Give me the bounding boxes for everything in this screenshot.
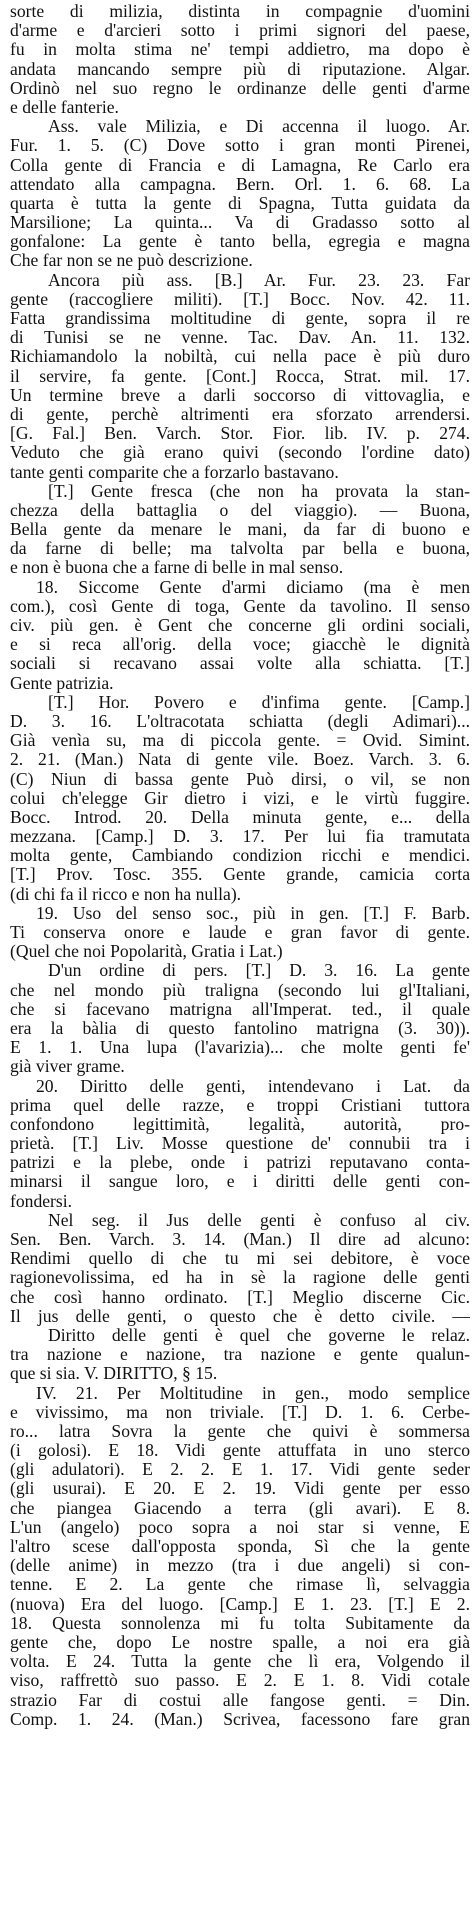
text-line: minarsi il sangue loro, e i diritti delle genti con-: [10, 1172, 470, 1192]
text-line: che così hanno ordinato. [T.] Meglio discerne Cic.: [10, 1287, 470, 1307]
text-line: volta. E 24. Tutta la gente che lì era, Volgendo il: [10, 1652, 470, 1672]
text-line: 18. Siccome Gente d'armi diciamo (ma è men: [36, 577, 470, 597]
text-line: (Quel che noi Popolarità, Gratia i Lat.): [10, 942, 283, 962]
text-line: era la bàlia di questo fantolino matrigna (3. 30)).: [10, 1018, 470, 1038]
text-line: gonfalone: La gente è tanto bella, egregia e magna: [10, 232, 470, 252]
text-line: fu in molta stima ne' tempi addietro, ma dopo è: [10, 40, 470, 60]
text-line: Ass. vale Milizia, e Di accenna il luogo. Ar.: [48, 117, 470, 137]
text-line: Richiamandolo la nobiltà, cui nella pace è più duro: [10, 347, 470, 367]
text-line: L'un (angelo) poco sopra a noi star si venne, E: [10, 1517, 470, 1537]
text-line: e delle fanterie.: [10, 97, 119, 117]
text-line: prima quel delle razze, e troppi Cristiani tuttora: [10, 1095, 470, 1115]
text-line: 18. Questa sonnolenza mi fu tolta Subitamente da: [10, 1613, 470, 1633]
text-line: Rendimi quello di che tu mi sei debitore, è voce: [10, 1249, 470, 1269]
text-line: molta gente, Cambiando condizion ricchi e mendici.: [10, 846, 470, 866]
text-line: Fatta grandissima moltitudine di gente, sopra il re: [10, 309, 470, 328]
text-line: Bocc. Introd. 20. Della minuta gente, e... della: [10, 807, 470, 827]
text-line: 2. 21. (Man.) Nata di gente vile. Boez. Varch. 3. 6.: [10, 750, 470, 770]
text-line: [T.] Hor. Povero e d'infima gente. [Camp.]: [48, 692, 470, 712]
text-line: Ti conserva onore e laude e gran favor di gente.: [10, 923, 470, 942]
text-line: gente (raccogliere militi). [T.] Bocc. Nov. 42. 11.: [10, 289, 470, 309]
text-line: (di chi fa il ricco e non ha nulla).: [10, 884, 242, 904]
text-line: tenne. E 2. La gente che rimase lì, selvaggia: [10, 1575, 470, 1595]
text-line: prietà. [T.] Liv. Mosse questione de' connubii tra i: [10, 1134, 470, 1154]
text-line: sorte di milizia, distinta in compagnie d'uomini: [10, 2, 470, 21]
text-line: e vivissimo, ma non triviale. [T.] D. 1. 6. Cerbe-: [10, 1402, 470, 1422]
text-line: viso, raffrettò suo passo. E 2. E 1. 8. Vidi cotale: [10, 1671, 470, 1691]
text-line: Diritto delle genti è quel che governe le relaz.: [48, 1325, 470, 1345]
text-line: ragionevolissima, ed ha in sè la ragione delle genti: [10, 1268, 470, 1288]
text-line: Veduto che già erano quivi (secondo l'ordine dato): [10, 443, 470, 463]
text-line: Ordinò nel suo regno le ordinanze delle genti d'arme: [10, 78, 470, 98]
text-line: (nuova) Era del luogo. [Camp.] E 1. 23. [T.] E 2.: [10, 1594, 470, 1614]
text-line: strazio Far di costui alle fangose genti. = Din.: [10, 1690, 470, 1710]
text-line: tra nazione e nazione, tra nazione e gente qualun-: [10, 1345, 470, 1365]
text-line: que si sia. V. DIRITTO, § 15.: [10, 1364, 218, 1384]
text-line: ro... latra Sovra la gente che quivi è sommersa: [10, 1421, 470, 1441]
text-line: Colla gente di Francia e di Lamagna, Re Carlo era: [10, 155, 470, 175]
text-line: da farne di belle; ma talvolta par bella e buona,: [10, 539, 470, 559]
text-line: com.), così Gente di toga, Gente da tavolino. Il senso: [10, 596, 470, 616]
text-line: Il jus delle genti, o questo che è detto civile. —: [10, 1306, 470, 1326]
text-line: che piangea Giacendo a terra (gli avari). E 8.: [10, 1498, 470, 1518]
text-line: gente che, dopo Le nostre spalle, a noi era già: [10, 1632, 470, 1652]
text-line: (gli adulatori). E 2. 2. E 1. 17. Vidi gente seder: [10, 1460, 470, 1480]
text-line: d'arme e d'arcieri sotto i primi signori del paese,: [10, 21, 470, 41]
text-line: D. 3. 16. L'oltracotata schiatta (degli Adimari)...: [10, 711, 470, 731]
text-line: Che far non se ne può descrizione.: [10, 251, 253, 271]
text-line: Sen. Ben. Varch. 3. 14. (Man.) Il dire ad alcuno:: [10, 1230, 470, 1249]
text-line: Comp. 1. 24. (Man.) Scrivea, facessono fare gran: [10, 1709, 470, 1729]
text-line: Un termine breve a darli soccorso di vittovaglia, e: [10, 385, 470, 405]
text-line: quarta è tutta la gente di Spagna, Tutta guidata da: [10, 193, 470, 213]
text-line: patrizi e la plebe, onde i patrizi reputavano conta-: [10, 1153, 470, 1173]
text-line: andata mancando sempre più di riputazione. Algar.: [10, 59, 470, 79]
text-line: e non è buona che a farne di belle in mal senso.: [10, 558, 344, 578]
text-line: Gente patrizia.: [10, 673, 114, 693]
text-line: e si reca all'orig. della voce; giacchè le dignità: [10, 635, 470, 655]
text-line: (i golosi). E 18. Vidi gente attuffata in uno sterco: [10, 1441, 470, 1461]
text-line: tante genti comparite che a forzarlo bastavano.: [10, 462, 339, 482]
text-line: IV. 21. Per Moltitudine in gen., modo semplice: [36, 1383, 470, 1403]
text-line: confondono legittimità, legalità, autorità, pro-: [10, 1114, 470, 1134]
text-line: Ancora più ass. [B.] Ar. Fur. 23. 23. Far: [48, 270, 470, 290]
text-line: già viver grame.: [10, 1057, 125, 1077]
text-line: chezza della battaglia o del viaggio). — Buona,: [10, 500, 470, 520]
text-line: che nel mondo più traligna (secondo lui gl'Italiani,: [10, 980, 470, 1000]
text-line: di Tunisi se ne venne. Tac. Dav. An. 11. 132.: [10, 328, 470, 348]
text-line: 19. Uso del senso soc., più in gen. [T.] F. Barb.: [36, 903, 470, 923]
text-line: [T.] Prov. Tosc. 355. Gente grande, camicia corta: [10, 865, 470, 885]
text-line: [T.] Gente fresca (che non ha provata la stan-: [48, 481, 470, 501]
text-line: (delle anime) in mezzo (tra i due angeli) si con-: [10, 1556, 470, 1576]
text-line: di gente, perchè altrimenti era sforzato arrendersi.: [10, 404, 470, 424]
text-line: Marsilione; La quinta... Va di Gradasso sotto al: [10, 213, 470, 233]
text-line: l'altro scese dall'opposta sponda, Sì che la gente: [10, 1537, 470, 1556]
text-line: Bella gente da menare le mani, da far di buono e: [10, 520, 470, 540]
text-line: (C) Niun di bassa gente Può dirsi, o vil, se non: [10, 769, 470, 789]
text-line: Nel seg. il Jus delle genti è confuso al civ.: [48, 1210, 470, 1230]
text-line: (gli usurai). E 20. E 2. 19. Vidi gente per esso: [10, 1479, 470, 1499]
text-line: fondersi.: [10, 1191, 73, 1211]
text-line: mezzana. [Camp.] D. 3. 17. Per lui fia tramutata: [10, 827, 470, 847]
text-line: 20. Diritto delle genti, intendevano i Lat. da: [36, 1076, 470, 1096]
text-line: colui ch'elegge Gir dietro i vizi, e le virtù fuggire.: [10, 788, 470, 808]
text-line: D'un ordine di pers. [T.] D. 3. 16. La gente: [48, 961, 470, 981]
text-line: il servire, fa gente. [Cont.] Rocca, Strat. mil. 17.: [10, 366, 470, 386]
text-line: che si facevano matrigna all'Imperat. ted., il quale: [10, 999, 470, 1019]
text-line: [G. Fal.] Ben. Varch. Stor. Fior. lib. IV. p. 274.: [10, 424, 470, 444]
text-line: attendato alla campagna. Bern. Orl. 1. 6. 68. La: [10, 174, 470, 194]
text-line: E 1. 1. Una lupa (l'avarizia)... che molte genti fe': [10, 1038, 470, 1058]
text-line: Già venìa su, ma di piccola gente. = Ovid. Simint.: [10, 731, 470, 751]
text-line: Fur. 1. 5. (C) Dove sotto i gran monti Pirenei,: [10, 136, 470, 156]
text-line: sociali si recavano assai volte alla schiatta. [T.]: [10, 654, 470, 674]
text-line: civ. più gen. è Gent che concerne gli ordini sociali,: [10, 616, 470, 635]
